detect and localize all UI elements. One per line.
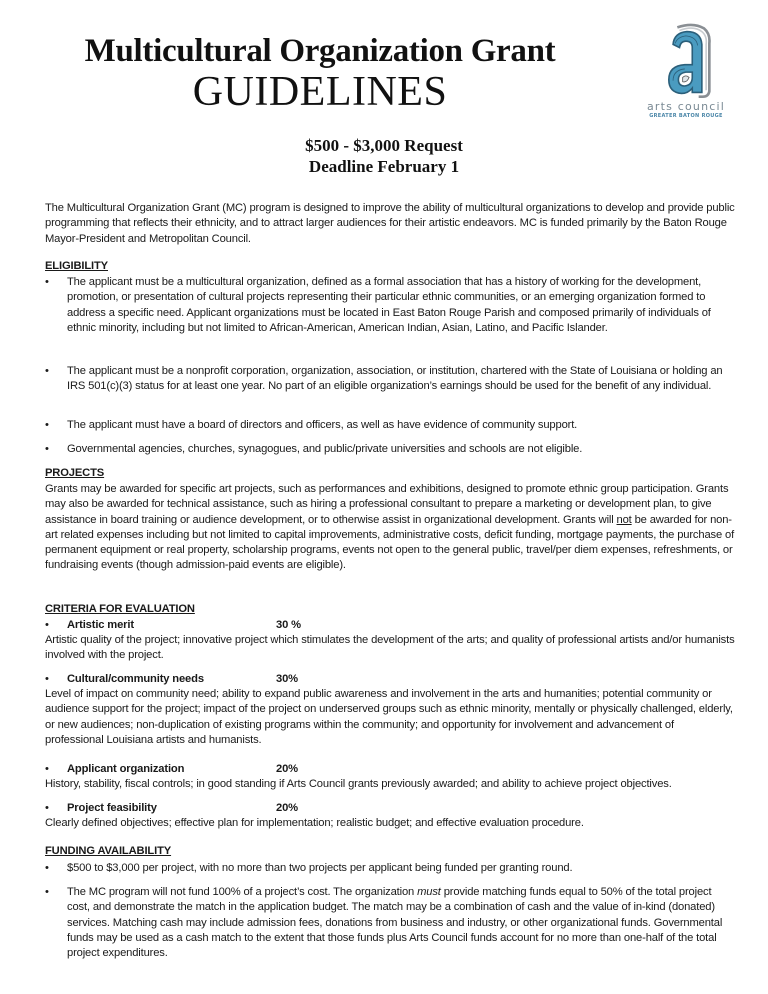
document-subtitle-guidelines: GUIDELINES — [192, 69, 448, 115]
bullet-icon: • — [45, 419, 49, 431]
request-amount: $500 - $3,000 Request — [305, 136, 463, 155]
eligibility-item — [45, 275, 735, 336]
logo-subtitle: GREATER BATON ROUGE — [649, 113, 723, 119]
intro-paragraph: The Multicultural Organization Grant (MC) program is designed to improve the ability of multicultural organizations to develop and provide public programming that reflects their ethnicity, and to attract larger audiences for their artistic endeavors. MC is funded primarily by the Baton Rouge Mayor-President and Metropolitan Council. — [45, 202, 735, 245]
eligibility-item-text: The applicant must be a nonprofit corporation, organization, association, or institution, chartered with the State of Louisiana or holding an IRS 501(c)(3) status for at least one year. No part of an eligible organization’s earnings should be used for the benefit of any individual. — [67, 365, 723, 393]
funding-item-text — [67, 885, 735, 961]
bullet-icon: • — [45, 276, 49, 288]
projects-emphasis-not: not — [616, 513, 632, 526]
projects-text-part2: be awarded for non-art related expenses including but not limited to capital improvements, administrative costs, deficit funding, mortgage payments, the purchase of permanent equipment or real property, scholarship programs, events not open to the general public, travel/per diem expenses, refreshments, or fundraising events (though admission-paid events are eligible). — [45, 513, 735, 572]
criteria-percent: 20% — [276, 802, 298, 814]
funding-item-text: $500 to $3,000 per project, with no more than two projects per applicant being funded per granting round. — [67, 862, 573, 874]
eligibility-heading: ELIGIBILITY — [45, 260, 108, 272]
funding-heading: FUNDING AVAILABILITY — [45, 845, 172, 857]
criteria-description: Artistic quality of the project; innovative project which stimulates the development of the arts; and quality of professional artists and/or humanists involved with the project. — [45, 634, 735, 662]
funding-text-part2: provide matching funds equal to 50% of the total project cost, and demonstrate the match in the application budget. The match may be a combination of cash and the value of in-kind (donated) services. Matching cash may include admission fees, donations from business and industry, or other organizational funds. Governmental funds may be used as a cash match to the extent that those funds plus Arts Council funds account for no more than one-half of the total project expenditures. — [67, 886, 723, 960]
arts-council-a-logo-icon — [640, 22, 736, 102]
logo-name: arts council — [646, 100, 726, 113]
criteria-percent: 20% — [276, 763, 298, 775]
eligibility-item — [45, 364, 735, 395]
criteria-description: History, stability, fiscal controls; in good standing if Arts Council grants previously awarded; and ability to achieve project objectives. — [45, 778, 672, 790]
projects-heading: PROJECTS — [45, 467, 105, 479]
bullet-icon: • — [45, 862, 49, 874]
criteria-name: Artistic merit — [67, 619, 134, 631]
criteria-heading: CRITERIA FOR EVALUATION — [45, 603, 195, 615]
funding-item — [45, 861, 735, 876]
bullet-icon: • — [45, 619, 49, 631]
eligibility-item-text: Governmental agencies, churches, synagogues, and public/private universities and schools are not eligible. — [67, 443, 583, 455]
projects-paragraph — [45, 482, 735, 574]
bullet-icon: • — [45, 365, 49, 377]
bullet-icon: • — [45, 802, 49, 814]
criteria-description: Level of impact on community need; ability to expand public awareness and involvement in the arts and humanities; potential community or audience support for the project; impact of the project on underserved groups such as ethnic minority, mentally or physically challenged, elderly, or new audiences; non-duplication of existing programs within the community; and opportunity for involvement and advancement of professional Louisiana artists and humanists. — [45, 688, 733, 746]
eligibility-item — [45, 418, 735, 433]
bullet-icon: • — [45, 763, 49, 775]
projects-text-part1: Grants may be awarded for specific art projects, such as performances and exhibitions, designed to promote ethnic group participation. Grants may also be awarded for technical assistance, such as hiring a professional consultant to prepare a marketing or development plan, to give assistance in board training or audience development, or to otherwise assist in organizational development. Grants will — [45, 483, 729, 526]
funding-item — [45, 885, 735, 961]
criteria-name: Cultural/community needs — [67, 673, 204, 685]
bullet-icon: • — [45, 886, 49, 898]
criteria-name: Applicant organization — [67, 763, 185, 775]
eligibility-item — [45, 442, 735, 457]
eligibility-item-text: The applicant must be a multicultural organization, defined as a formal association that has a history of working for the development, promotion, or presentation of cultural projects representing their particular ethnic communities, or an emerging organization formed to address a specific need. Applicant organizations must be located in East Baton Rouge Parish and composed primarily of individuals of ethnic minority, including but not limited to African-American, American Indian, Asian, Latino, and Pacific Islander. — [67, 276, 711, 334]
bullet-icon: • — [45, 673, 49, 685]
document-title: Multicultural Organization Grant — [84, 33, 556, 69]
criteria-percent: 30 % — [276, 619, 301, 631]
criteria-name: Project feasibility — [67, 802, 157, 814]
criteria-description: Clearly defined objectives; effective plan for implementation; realistic budget; and effective evaluation procedure. — [45, 817, 584, 829]
bullet-icon: • — [45, 443, 49, 455]
deadline: Deadline February 1 — [308, 157, 460, 176]
eligibility-item-text: The applicant must have a board of directors and officers, as well as have evidence of community support. — [67, 419, 578, 431]
criteria-percent: 30% — [276, 673, 298, 685]
funding-text-part1: The MC program will not fund 100% of a project’s cost. The organization — [67, 886, 418, 898]
funding-emphasis-must: must — [417, 886, 441, 898]
